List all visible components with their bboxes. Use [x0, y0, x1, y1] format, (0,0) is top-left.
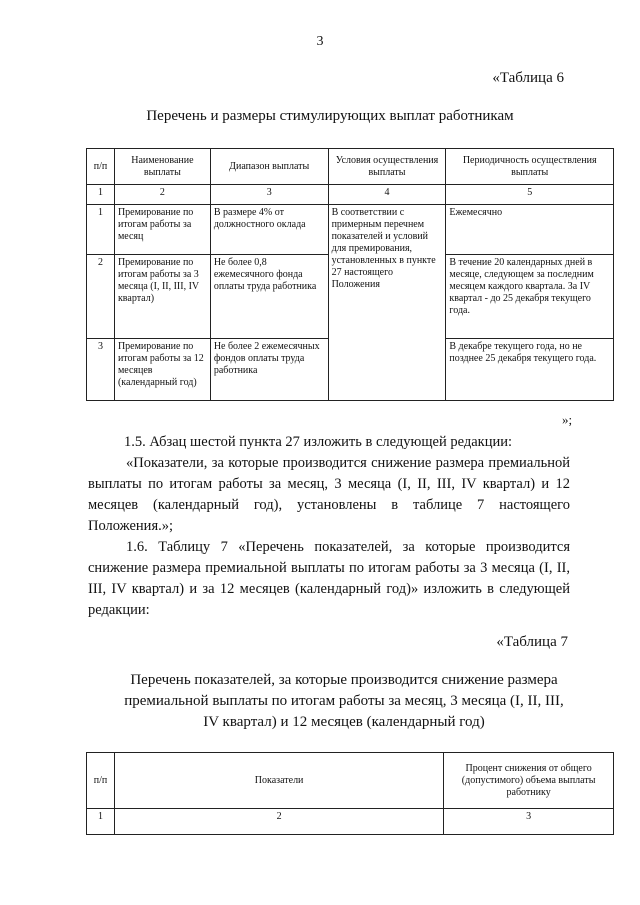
table7-caption: «Таблица 7 [496, 634, 568, 650]
payment-range: В размере 4% от должностного оклада [210, 205, 328, 255]
row-number: 3 [87, 339, 115, 401]
payment-conditions: В соответствии с примерным перечнем показателей и условий для премирования, установленных в пункте 27 настоящего Положения [328, 205, 446, 401]
table6-colnum: 2 [114, 185, 210, 205]
paragraph-1-6: 1.6. Таблицу 7 «Перечень показателей, за которые производится снижение размера премиальной выплаты по итогам работы за 3 месяца (I, II, III, IV квартал) и за 12 месяцев (календарный год)» изложить в следующей редакции: [88, 539, 570, 618]
table6-colnum-row [87, 185, 614, 205]
table6-header-name: Наименование выплаты [114, 149, 210, 185]
payment-range: Не более 2 ежемесячных фондов оплаты труда работника [210, 339, 328, 401]
table-row [87, 205, 614, 255]
table7 [86, 752, 614, 835]
table7-header-indicators: Показатели [114, 753, 443, 809]
payment-name: Премирование по итогам работы за месяц [114, 205, 210, 255]
table6-colnum: 5 [446, 185, 614, 205]
paragraph-quote: «Показатели, за которые производится снижение размера премиальной выплаты по итогам работы за месяц, 3 месяца (I, II, III, IV квартал) и 12 месяцев (календарный год), установлены в таблице 7 настоящего Положения.»; [88, 455, 570, 534]
table7-colnum-row [87, 809, 614, 835]
table6-colnum: 1 [87, 185, 115, 205]
row-number: 2 [87, 255, 115, 339]
row-number: 1 [87, 205, 115, 255]
table6-header-num: п/п [87, 149, 115, 185]
table7-header-num: п/п [87, 753, 115, 809]
payment-period: В течение 20 календарных дней в месяце, следующем за последним месяцем каждого квартала. За IV квартал - до 25 декабря текущего года. [446, 255, 614, 339]
table6-closing: »; [562, 412, 573, 427]
table6-header-range: Диапазон выплаты [210, 149, 328, 185]
paragraph-1-5: 1.5. Абзац шестой пункта 27 изложить в следующей редакции: [124, 434, 512, 450]
table6-colnum: 3 [210, 185, 328, 205]
page-number: 3 [316, 34, 324, 49]
amendment-text [88, 432, 570, 621]
table6-header-conditions: Условия осуществления выплаты [328, 149, 446, 185]
table6 [86, 148, 614, 401]
payment-period: В декабре текущего года, но не позднее 25 декабря текущего года. [446, 339, 614, 401]
payment-name: Премирование по итогам работы за 3 месяца (I, II, III, IV квартал) [114, 255, 210, 339]
table6-caption: «Таблица 6 [492, 70, 564, 86]
payment-name: Премирование по итогам работы за 12 месяцев (календарный год) [114, 339, 210, 401]
table6-title: Перечень и размеры стимулирующих выплат работникам [146, 108, 514, 124]
table7-colnum: 1 [87, 809, 115, 835]
table7-title: Перечень показателей, за которые производится снижение размера премиальной выплаты по итогам работы за месяц, 3 месяца (I, II, III, IV квартал) и 12 месяцев (календарный год) [124, 672, 564, 730]
payment-period: Ежемесячно [446, 205, 614, 255]
table7-header-percent: Процент снижения от общего (допустимого) объема выплаты работнику [444, 753, 614, 809]
payment-range: Не более 0,8 ежемесячного фонда оплаты труда работника [210, 255, 328, 339]
table6-header-row [87, 149, 614, 185]
table7-colnum: 3 [444, 809, 614, 835]
table6-colnum: 4 [328, 185, 446, 205]
table7-header-row [87, 753, 614, 809]
table7-colnum: 2 [114, 809, 443, 835]
table6-header-period: Периодичность осуществления выплаты [446, 149, 614, 185]
